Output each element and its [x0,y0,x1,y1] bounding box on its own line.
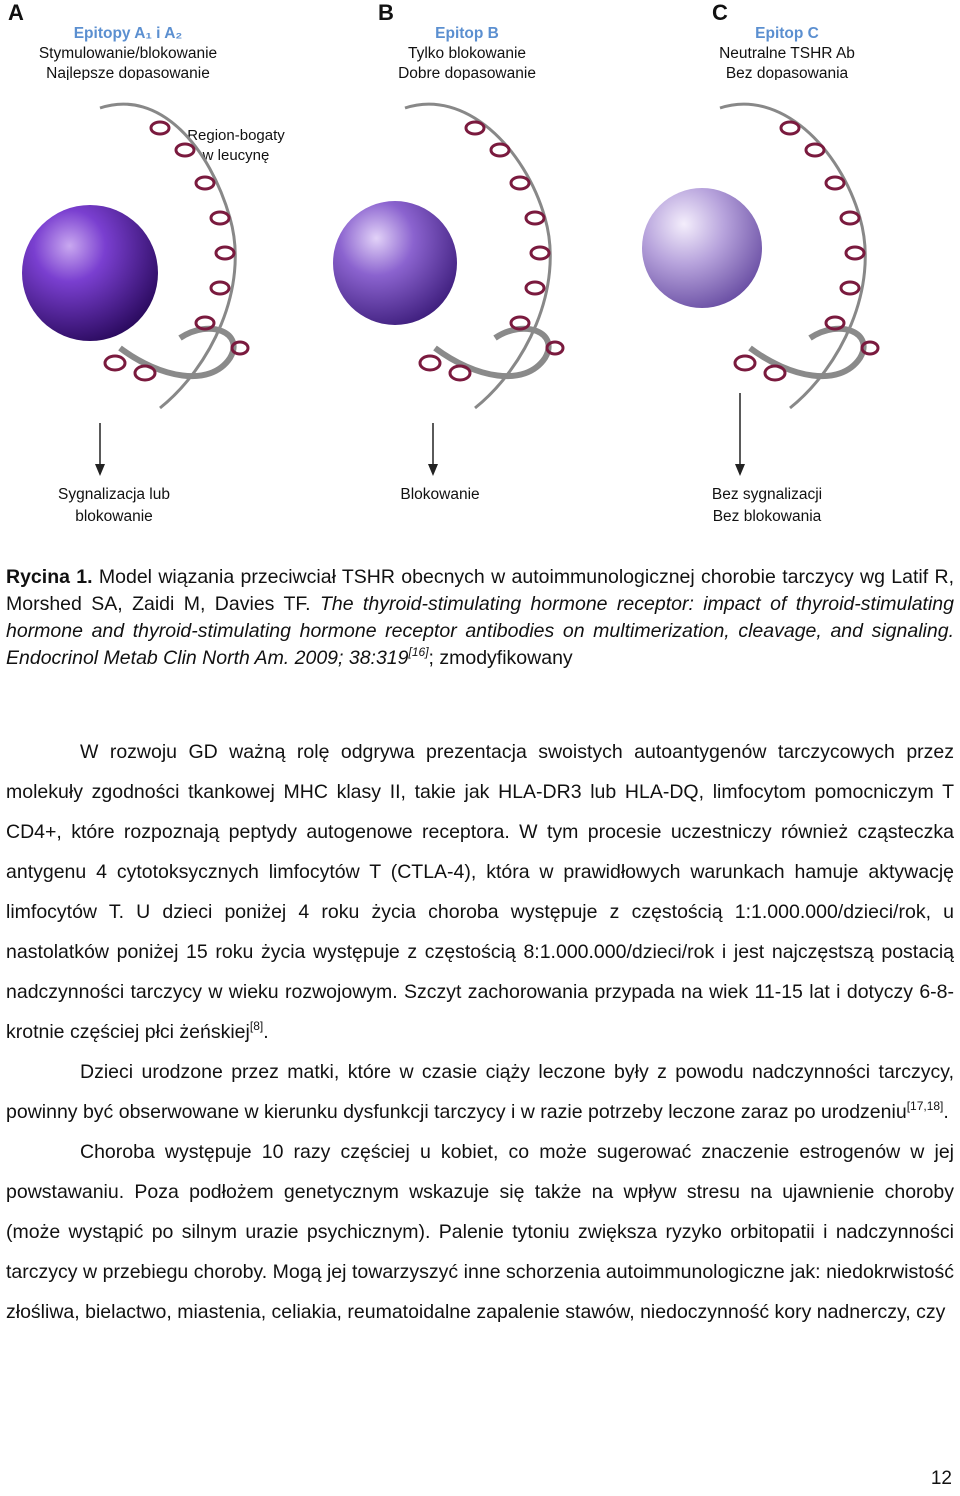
panel-a-outcome [4,484,224,528]
caption-citation: The thyroid-stimulating hormone receptor: impact of thyroid-stimulating hormone and thyroid-stimulating hormone receptor antibodies on multimerization, cleavage, and signaling. Endocrinol Metab Clin North Am. 2009; 38:319 [6,593,954,669]
panel-a-header [8,24,248,80]
molecule-a-sphere [22,205,158,341]
paragraph-2-end: . [943,1101,949,1123]
panel-a-epitope: Epitopy A₁ i A₂ [73,25,183,42]
paragraph-3 [6,1132,954,1332]
molecule-b-arrowhead [428,464,438,476]
caption-label: Rycina 1. [6,566,93,588]
panel-b-epitope: Epitop B [435,25,499,42]
panel-letter-b: B [378,0,394,25]
paragraph-2-text: Dzieci urodzone przez matki, które w czasie ciąży leczone były z powodu nadczynności tarczycy, powinny być obserwowane w kierunku dysfunkcji tarczycy i w razie potrzeby leczone zaraz po urodzeniu [6,1061,954,1123]
panel-c-line1: Neutralne TSHR Ab [719,45,855,62]
paragraph-2-reference: [17,18] [906,1099,944,1113]
panel-c-epitope: Epitop C [755,25,819,42]
region-label-line2: w leucynę [202,147,270,164]
panel-a-line1: Stymulowanie/blokowanie [38,45,218,62]
paragraph-1-reference: [8] [249,1019,264,1033]
panel-c-header [667,24,907,80]
molecule-a-illustration [10,88,310,478]
panel-letter-c: C [712,0,728,25]
paragraph-3-text: Choroba występuje 10 razy częściej u kobiet, co może sugerować znaczenie estrogenów w jej powstawaniu. Poza podłożem genetycznym wskazuje się także na wpływ stresu na ujawnienie choroby (może wystąpić po silnym urazie psychicznym). Palenie tytoniu zwiększa ryzyko orbitopatii i nadczynności tarczycy w przebiegu choroby. Mogą jej towarzyszyć inne schorzenia autoimmunologiczne jak: niedokrwistość złośliwa, bielactwo, miastenia, celiakia, reumatoidalne zapalenie stawów, niedoczynność kory nadnerczy, czy [6,1141,954,1323]
molecule-c-arrowhead [735,464,745,476]
panel-b-line1: Tylko blokowanie [407,45,527,62]
panel-c-outcome [657,484,877,528]
paragraph-2 [6,1052,954,1132]
molecule-b-illustration [325,88,625,478]
molecule-c-illustration [640,88,940,478]
panel-a-outcome-line2: blokowanie [75,508,153,525]
figure-tshr-model [0,0,960,530]
caption-suffix: ; zmodyfikowany [428,647,573,669]
paragraph-1-end: . [263,1021,269,1043]
molecule-b-sphere [333,201,457,325]
panel-b-outcome [330,484,550,506]
panel-c-outcome-line2: Bez blokowania [712,508,822,525]
panel-b-line2: Dobre dopasowanie [398,65,536,80]
panel-a-outcome-line1: Sygnalizacja lub [57,486,170,503]
page-number: 12 [930,1468,952,1489]
panel-a-line2: Najlepsze dopasowanie [46,65,210,80]
molecule-a-arrowhead [95,464,105,476]
paragraph-1-text: W rozwoju GD ważną rolę odgrywa prezentacja swoistych autoantygenów tarczycowych przez molekuły zgodności tkankowej MHC klasy II, takie jak HLA-DR3 lub HLA-DQ, limfocytom pomocniczym T CD4+, które rozpoznają peptydy autogenowe receptora. W tym procesie uczestniczy również cząsteczka antygenu 4 cytotoksycznych limfocytów T (CTLA-4), która w prawidłowych warunkach hamuje aktywację limfocytów T. U dzieci poniżej 4 roku życia choroba występuje z częstością 1:1.000.000/dzieci/rok, u nastolatków poniżej 15 roku życia występuje z częstością 8:1.000.000/dzieci/rok i jest najczęstszą postacią nadczynności tarczycy w wieku rozwojowym. Szczyt zachorowania przypada na wiek 11-15 lat i dotyczy 6-8-krotnie częściej płci żeńskiej [6,741,954,1043]
caption-reference: [16] [408,645,429,659]
panel-letter-a: A [8,0,24,25]
panel-b-outcome-line1: Blokowanie [400,486,480,503]
region-label-line1: Region-bogaty [187,127,285,144]
caption-text: Model wiązania przeciwciał TSHR obecnych w autoimmunologicznej chorobie tarczycy wg Latif R, Morshed SA, Zaidi M, Davies TF. [6,566,954,615]
figure-caption [6,564,954,672]
molecule-c-sphere [642,188,762,308]
paragraph-1 [6,732,954,1052]
panel-b-header [347,24,587,80]
panel-c-line2: Bez dopasowania [725,65,849,80]
panel-c-outcome-line1: Bez sygnalizacji [711,486,823,503]
body-text [6,732,954,1332]
